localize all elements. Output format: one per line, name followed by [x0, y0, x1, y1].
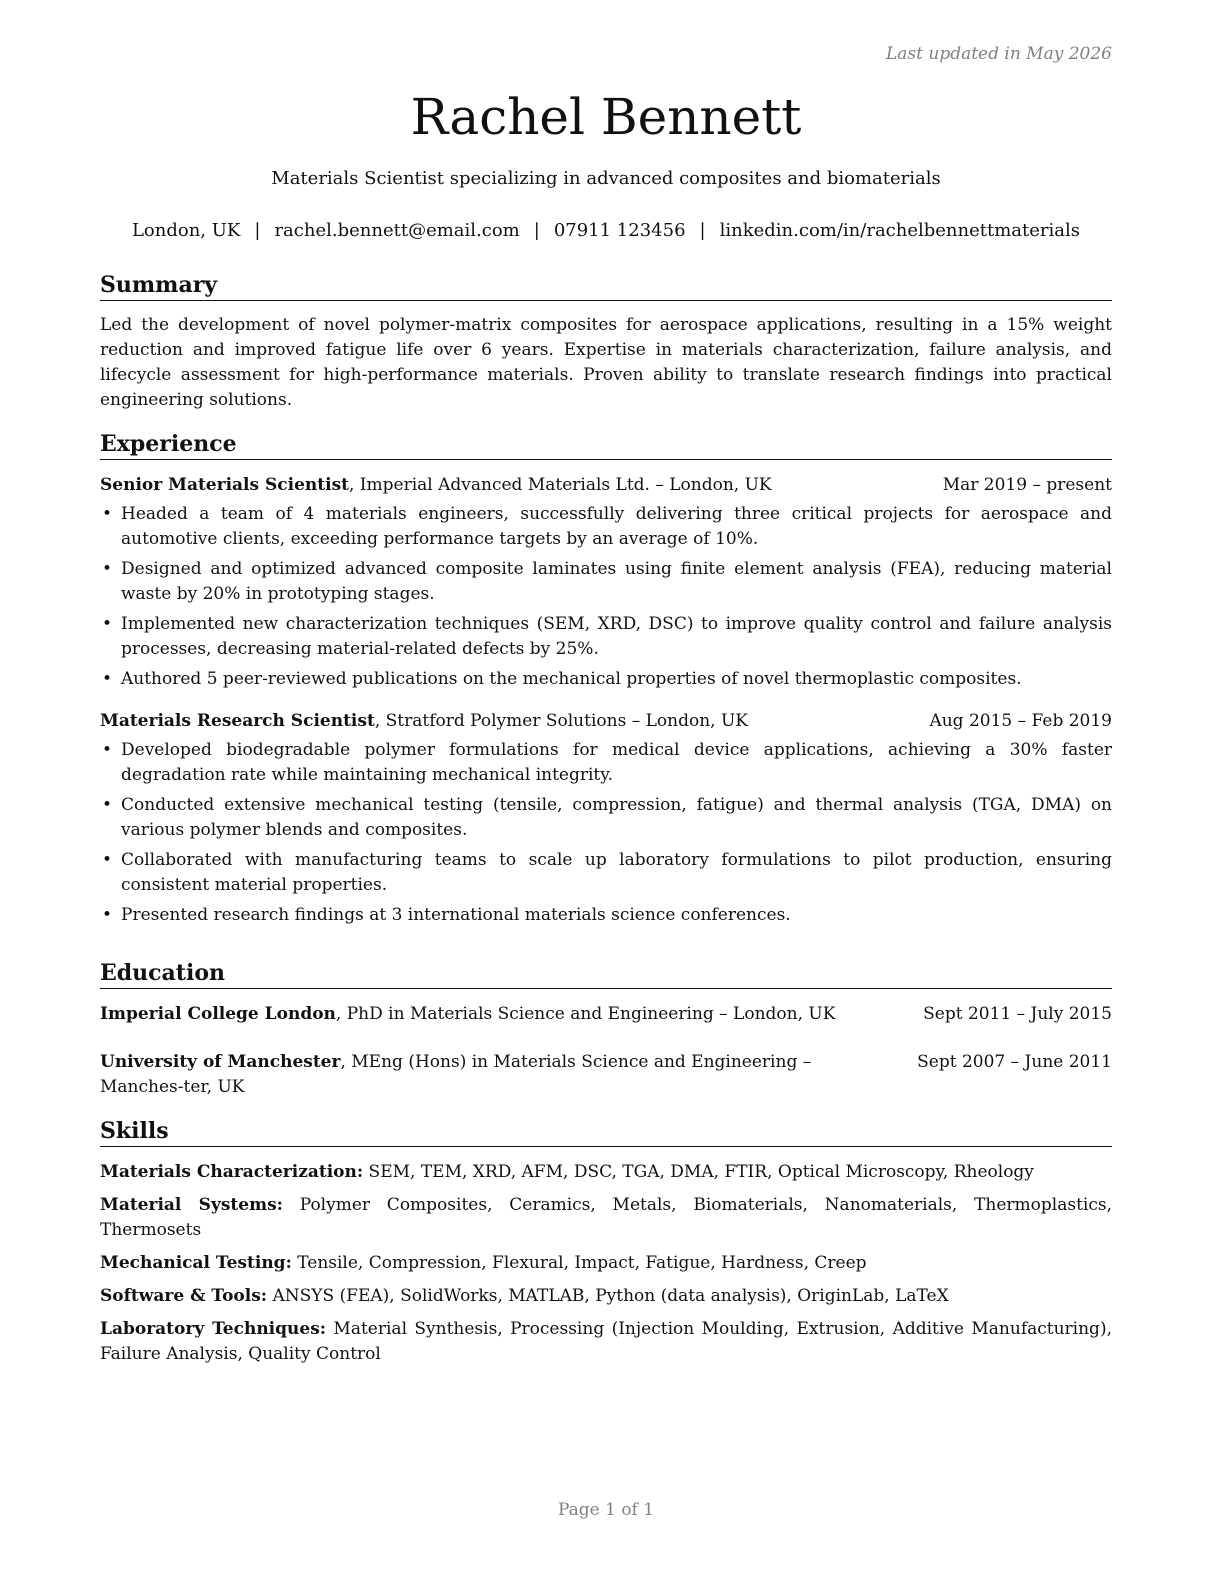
skill-row: [100, 1160, 1112, 1185]
list-item: • Authored 5 peer-reviewed publications on the mechanical properties of novel thermoplastic composites.: [100, 667, 1112, 692]
resume-page: [100, 0, 1112, 1584]
job-bullets: [100, 738, 1112, 928]
contact-separator: |: [533, 220, 540, 241]
skill-label: Material Systems:: [100, 1195, 283, 1215]
experience-section: [100, 430, 1112, 933]
tagline: Materials Scientist specializing in advanced composites and biomaterials: [271, 168, 941, 189]
contact-phone[interactable]: 07911 123456: [553, 220, 686, 241]
contact-location: London, UK: [131, 220, 241, 241]
job-date: Aug 2015 – Feb 2019: [929, 711, 1112, 731]
job-org: , Stratford Polymer Solutions – London, UK: [374, 711, 748, 731]
skills-list: [100, 1160, 1112, 1367]
job-entry: [100, 473, 1112, 692]
education-entry: [100, 1050, 1112, 1100]
job-bullets: [100, 502, 1112, 692]
list-item: • Developed biodegradable polymer formulations for medical device applications, achieving a 30% faster degradation rate while maintaining mechanical integrity.: [100, 738, 1112, 788]
skill-value: SEM, TEM, XRD, AFM, DSC, TGA, DMA, FTIR, Optical Microscopy, Rheology: [363, 1162, 1034, 1182]
contact-line: [100, 218, 1112, 244]
summary-section: [100, 271, 1112, 413]
skill-value: Material Synthesis, Processing (Injection Moulding, Extrusion, Additive Manufacturing), Failure Analysis, Quality Control: [100, 1319, 1112, 1364]
skill-value: Polymer Composites, Ceramics, Metals, Biomaterials, Nanomaterials, Thermoplastics, Thermosets: [100, 1195, 1112, 1240]
education-detail: , MEng (Hons) in Materials Science and Engineering – Manches-ter, UK: [100, 1052, 812, 1097]
skill-row: [100, 1317, 1112, 1367]
list-item: • Headed a team of 4 materials engineers, successfully delivering three critical projects for aerospace and automotive clients, exceeding performance targets by an average of 10%.: [100, 502, 1112, 552]
section-title: Skills: [100, 1117, 1112, 1147]
skill-label: Software & Tools:: [100, 1286, 268, 1306]
education-school: University of Manchester: [100, 1052, 341, 1072]
skill-value: ANSYS (FEA), SolidWorks, MATLAB, Python (data analysis), OriginLab, LaTeX: [267, 1286, 949, 1306]
candidate-name: Rachel Bennett: [410, 88, 802, 146]
list-item: • Collaborated with manufacturing teams to scale up laboratory formulations to pilot production, ensuring consistent material properties.: [100, 848, 1112, 898]
job-role: Senior Materials Scientist: [100, 475, 349, 495]
contact-separator: |: [699, 220, 706, 241]
skill-label: Materials Characterization:: [100, 1162, 364, 1182]
list-item: • Designed and optimized advanced composite laminates using finite element analysis (FEA), reducing material waste by 20% in prototyping stages.: [100, 557, 1112, 607]
education-section: [100, 959, 1112, 1100]
job-date: Mar 2019 – present: [942, 475, 1112, 495]
job-entry: [100, 709, 1112, 928]
education-date: Sept 2007 – June 2011: [917, 1052, 1112, 1072]
education-date: Sept 2011 – July 2015: [923, 1004, 1112, 1024]
job-org: , Imperial Advanced Materials Ltd. – London, UK: [349, 475, 772, 495]
skill-row: [100, 1284, 1112, 1309]
education-school: Imperial College London: [100, 1004, 336, 1024]
skill-row: [100, 1251, 1112, 1276]
list-item: • Presented research findings at 3 international materials science conferences.: [100, 903, 1112, 928]
page-number: Page 1 of 1: [557, 1500, 655, 1520]
section-title: Education: [100, 959, 1112, 989]
skill-row: [100, 1193, 1112, 1243]
summary-text: Led the development of novel polymer-matrix composites for aerospace applications, resulting in a 15% weight reduction and improved fatigue life over 6 years. Expertise in materials characterization, failure analysis, and lifecycle assessment for high-performance materials. Proven ability to translate research findings into practical engineering solutions.: [100, 315, 1112, 410]
skill-label: Mechanical Testing:: [100, 1253, 292, 1273]
skill-label: Laboratory Techniques:: [100, 1319, 327, 1339]
last-updated: Last updated in May 2026: [885, 44, 1112, 64]
contact-linkedin[interactable]: linkedin.com/in/rachelbennettmaterials: [719, 220, 1081, 241]
section-title: Summary: [100, 271, 1112, 301]
skills-section: [100, 1117, 1112, 1375]
job-header: [100, 473, 1112, 498]
education-entry: [100, 1002, 1112, 1027]
list-item: • Conducted extensive mechanical testing (tensile, compression, fatigue) and thermal analysis (TGA, DMA) on various polymer blends and composites.: [100, 793, 1112, 843]
skill-value: Tensile, Compression, Flexural, Impact, Fatigue, Hardness, Creep: [291, 1253, 867, 1273]
list-item: • Implemented new characterization techniques (SEM, XRD, DSC) to improve quality control and failure analysis processes, decreasing material-related defects by 25%.: [100, 612, 1112, 662]
section-title: Experience: [100, 430, 1112, 460]
job-role: Materials Research Scientist: [100, 711, 375, 731]
education-detail: , PhD in Materials Science and Engineering – London, UK: [335, 1004, 836, 1024]
job-header: [100, 709, 1112, 734]
contact-email[interactable]: rachel.bennett@email.com: [274, 220, 520, 241]
contact-separator: |: [254, 220, 261, 241]
